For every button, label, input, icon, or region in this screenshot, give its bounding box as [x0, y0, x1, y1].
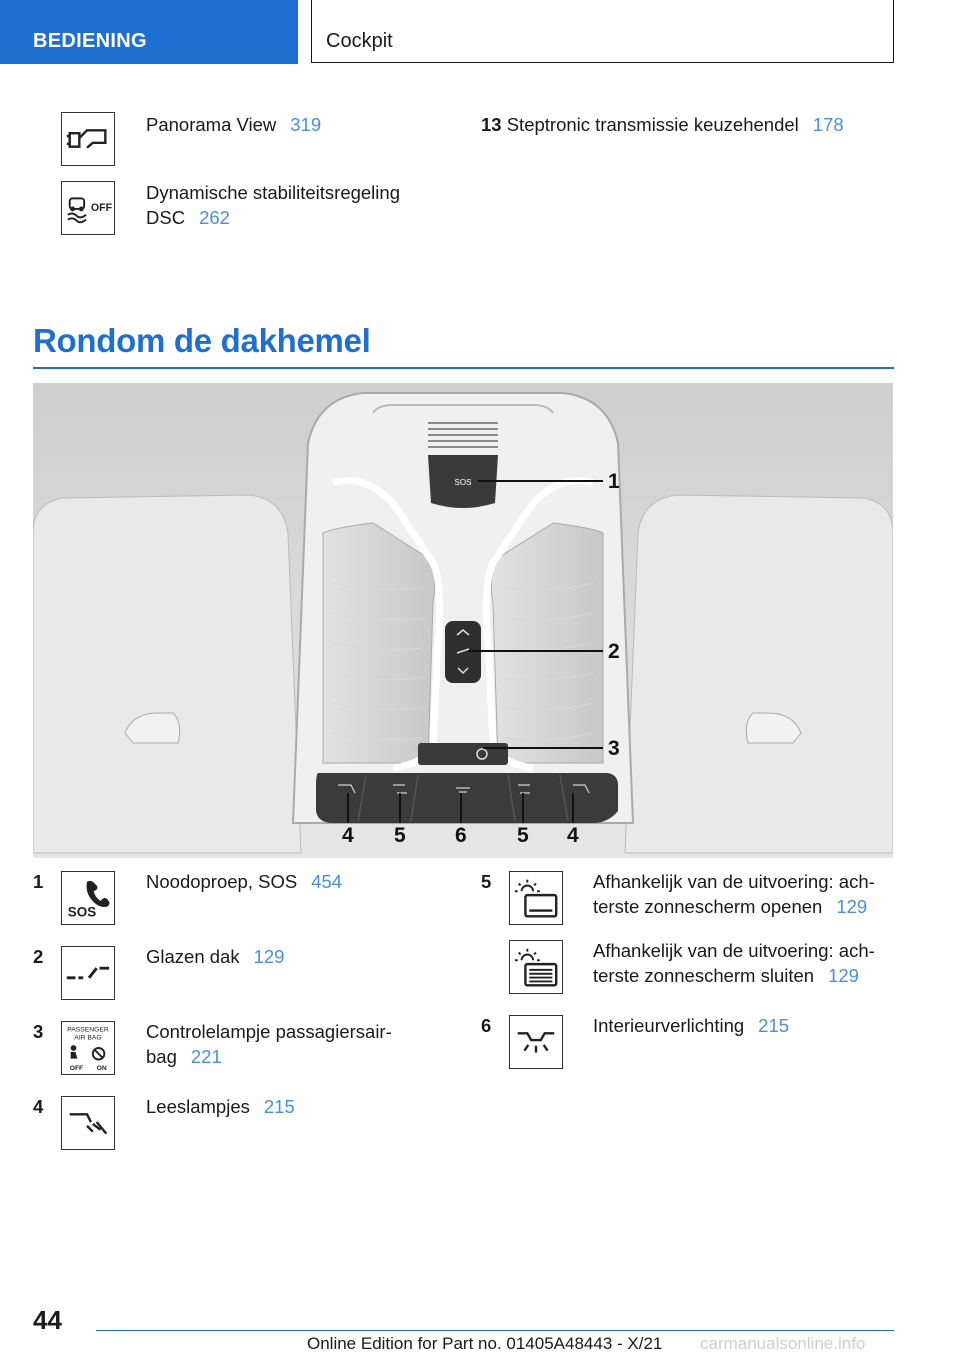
legend-label-2: terste zonnescherm sluiten: [593, 965, 815, 986]
legend-number: 2: [33, 946, 44, 967]
callout-1: 1: [608, 470, 620, 493]
sunblind-open-icon: [509, 871, 563, 925]
page-ref[interactable]: 319: [290, 114, 322, 135]
legend-label-2: bag: [146, 1046, 177, 1067]
roof-console-illustration: [33, 383, 893, 858]
callout-4: 4: [342, 824, 354, 847]
callout-2: 2: [608, 640, 620, 663]
section-tab: [0, 0, 298, 64]
legend-item-2[interactable]: [146, 944, 284, 969]
section-heading: Rondom de dakhemel: [33, 322, 371, 359]
interior-light-icon: [509, 1015, 563, 1069]
legend-item-5[interactable]: [593, 869, 875, 919]
callout-4b: 4: [567, 824, 579, 847]
sos-button-text: SOS: [454, 478, 472, 487]
page-ref[interactable]: 215: [263, 1096, 295, 1117]
sos-icon: [61, 871, 115, 925]
dsc-off-icon: [61, 181, 115, 235]
legend-label: Glazen dak: [146, 946, 240, 967]
legend-label-2: terste zonnescherm openen: [593, 896, 823, 917]
airbag-text-off: OFF: [69, 1065, 84, 1073]
top-item-dsc[interactable]: [146, 180, 400, 230]
legend-number: 1: [33, 871, 44, 892]
edition-text: Online Edition for Part no. 01405A48443 - X/21: [307, 1334, 663, 1353]
legend-item-3[interactable]: [146, 1019, 392, 1069]
sos-icon-text: SOS: [67, 904, 97, 920]
legend-label: Interieurverlichting: [593, 1015, 745, 1036]
legend-number: 3: [33, 1021, 44, 1042]
glass-roof-icon: [61, 946, 115, 1000]
chapter-tab: [311, 0, 894, 63]
top-item-label: Steptronic transmissie keuzehendel: [506, 114, 799, 135]
top-item-panorama[interactable]: [146, 112, 321, 137]
legend-label: Noodoproep, SOS: [146, 871, 298, 892]
legend-number: 5: [481, 871, 492, 892]
legend-label: Afhankelijk van de uitvoering: ach-: [593, 871, 875, 892]
watermark: carmanualsonline.info: [700, 1334, 866, 1353]
legend-item-1[interactable]: [146, 869, 342, 894]
legend-item-4[interactable]: [146, 1094, 295, 1119]
legend-label: Controlelampje passagiersair-: [146, 1021, 392, 1042]
page-ref[interactable]: 129: [253, 946, 285, 967]
top-item-label: Panorama View: [146, 114, 277, 135]
panorama-view-icon: [61, 112, 115, 166]
svg-text:OFF: OFF: [90, 201, 113, 214]
top-item-label: Dynamische stabiliteitsregeling: [146, 182, 400, 203]
page-number: 44: [33, 1305, 62, 1335]
chapter-label: Cockpit: [326, 30, 393, 52]
callout-3: 3: [608, 737, 620, 760]
legend-number: 4: [33, 1096, 44, 1117]
legend-label: Afhankelijk van de uitvoering: ach-: [593, 940, 875, 961]
page-ref[interactable]: 129: [828, 965, 859, 986]
airbag-text-passenger: PASSENGER: [67, 1026, 109, 1034]
page-ref[interactable]: 221: [190, 1046, 222, 1067]
legend-label: Leeslampjes: [146, 1096, 250, 1117]
item-number: 13: [481, 114, 502, 135]
top-item-label-2: DSC: [146, 207, 186, 228]
legend-item-5b[interactable]: [593, 938, 875, 988]
footer-rule: [96, 1330, 894, 1331]
airbag-text-on: ON: [96, 1065, 107, 1073]
heading-rule: [33, 367, 894, 369]
page-ref[interactable]: 215: [758, 1015, 790, 1036]
page-ref[interactable]: 454: [311, 871, 343, 892]
top-item-steptronic[interactable]: [481, 112, 844, 137]
reading-light-icon: [61, 1096, 115, 1150]
callout-5b: 5: [517, 824, 529, 847]
page-ref[interactable]: 129: [836, 896, 868, 917]
page-ref[interactable]: 178: [812, 114, 844, 135]
legend-number: 6: [481, 1015, 492, 1036]
passenger-airbag-icon: [61, 1021, 115, 1075]
page-ref[interactable]: 262: [199, 207, 230, 228]
airbag-text-airbag: AIR BAG: [74, 1034, 102, 1042]
callout-5: 5: [394, 824, 406, 847]
section-label: BEDIENING: [33, 30, 147, 52]
callout-6: 6: [455, 824, 467, 847]
legend-item-6[interactable]: [593, 1013, 789, 1038]
sunblind-close-icon: [509, 940, 563, 994]
